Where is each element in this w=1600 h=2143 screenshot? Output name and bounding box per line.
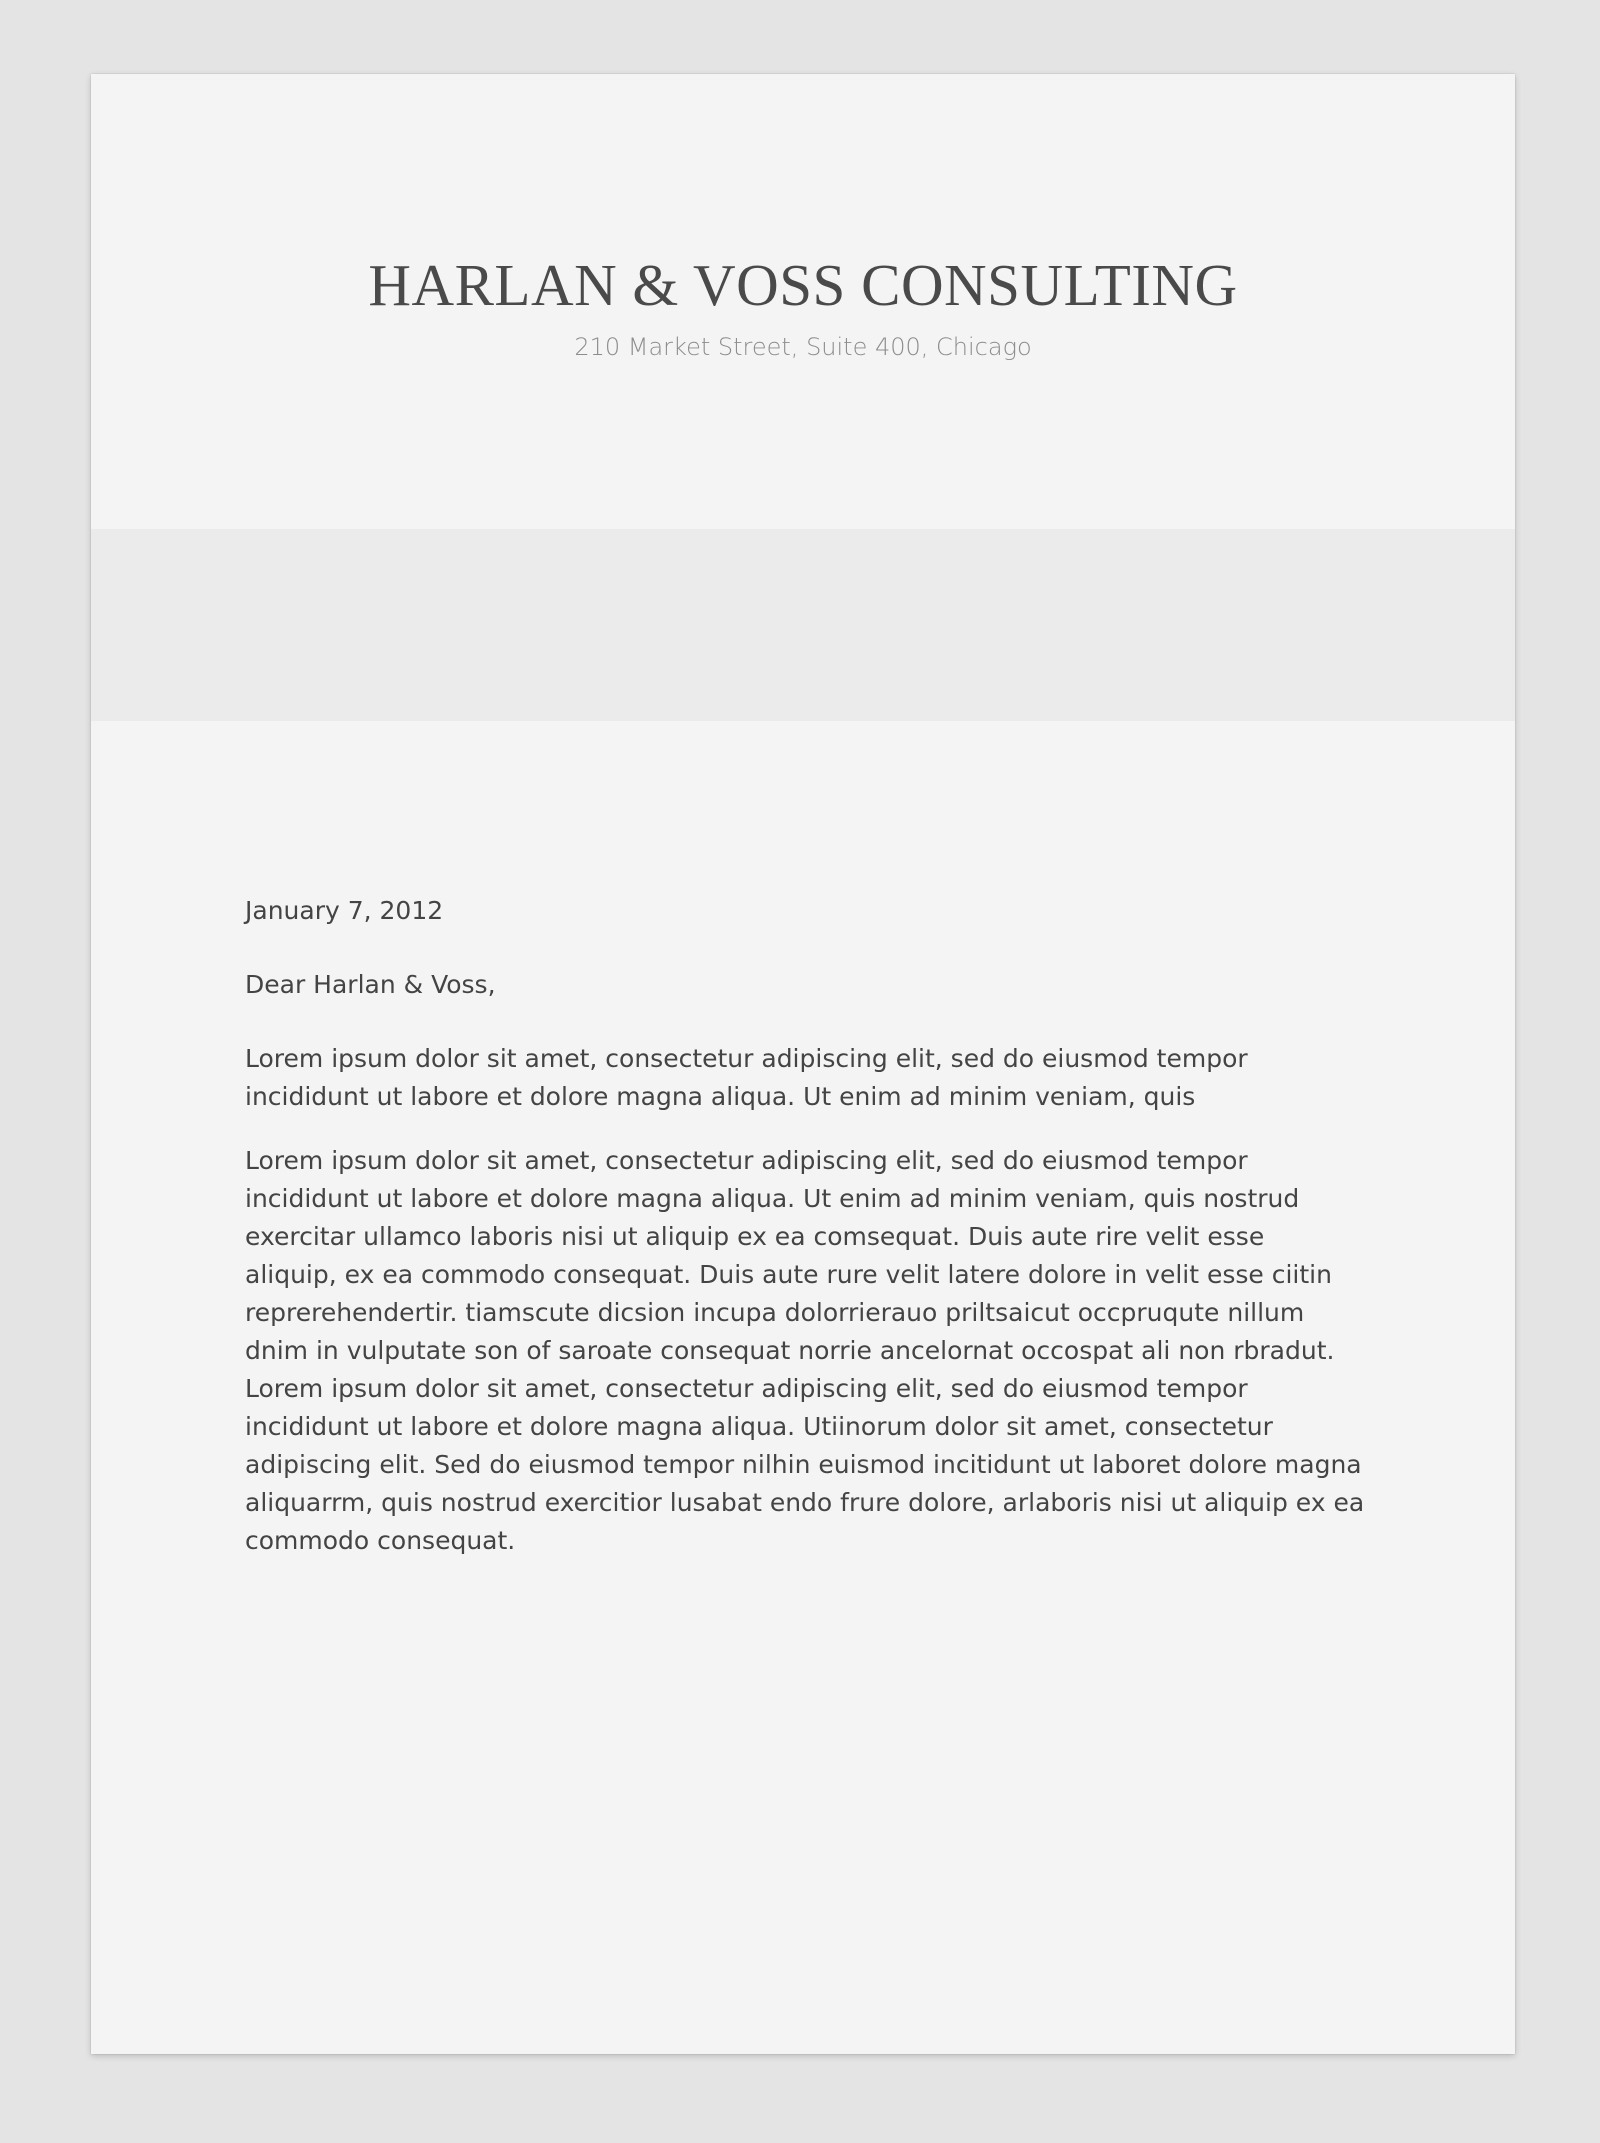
company-name: HARLAN & VOSS CONSULTING xyxy=(368,252,1238,318)
letterhead xyxy=(91,252,1515,361)
salutation: Dear Harlan & Voss, xyxy=(245,970,496,999)
letter-date: January 7, 2012 xyxy=(245,896,444,925)
body-paragraph: Lorem ipsum dolor sit amet, consectetur adipiscing elit, sed do eiusmod tempor incididunt ut labore et dolore magna aliqua. Ut enim ad minim veniam, quis xyxy=(245,1044,1248,1111)
header-band xyxy=(91,529,1515,721)
company-address: 210 Market Street, Suite 400, Chicago xyxy=(574,333,1032,361)
letter-body xyxy=(245,892,1365,1586)
body-paragraph: Lorem ipsum dolor sit amet, consectetur adipiscing elit, sed do eiusmod tempor incididunt ut labore et dolore magna aliqua. Ut enim ad minim veniam, quis nostrud exercitar ullamco laboris nisi ut aliquip ex ea comsequat. Duis aute rire velit esse aliquip, ex ea commodo consequat. Duis aute rure velit latere dolore in velit esse ciitin reprerehendertir. tiamscute dicsion incupa dolorrierauo priltsaicut occpruqute nillum dnim in vulputate son of saroate consequat norrie ancelornat occospat ali non rbradut. Lorem ipsum dolor sit amet, consectetur adipiscing elit, sed do eiusmod tempor incididunt ut labore et dolore magna aliqua. Utiinorum dolor sit amet, consectetur adipiscing elit. Sed do eiusmod tempor nilhin euismod incitidunt ut laboret dolore magna aliquarrm, quis nostrud exercitior lusabat endo frure dolore, arlaboris nisi ut aliquip ex ea commodo consequat. xyxy=(245,1146,1365,1555)
letter-sheet xyxy=(91,74,1515,2054)
